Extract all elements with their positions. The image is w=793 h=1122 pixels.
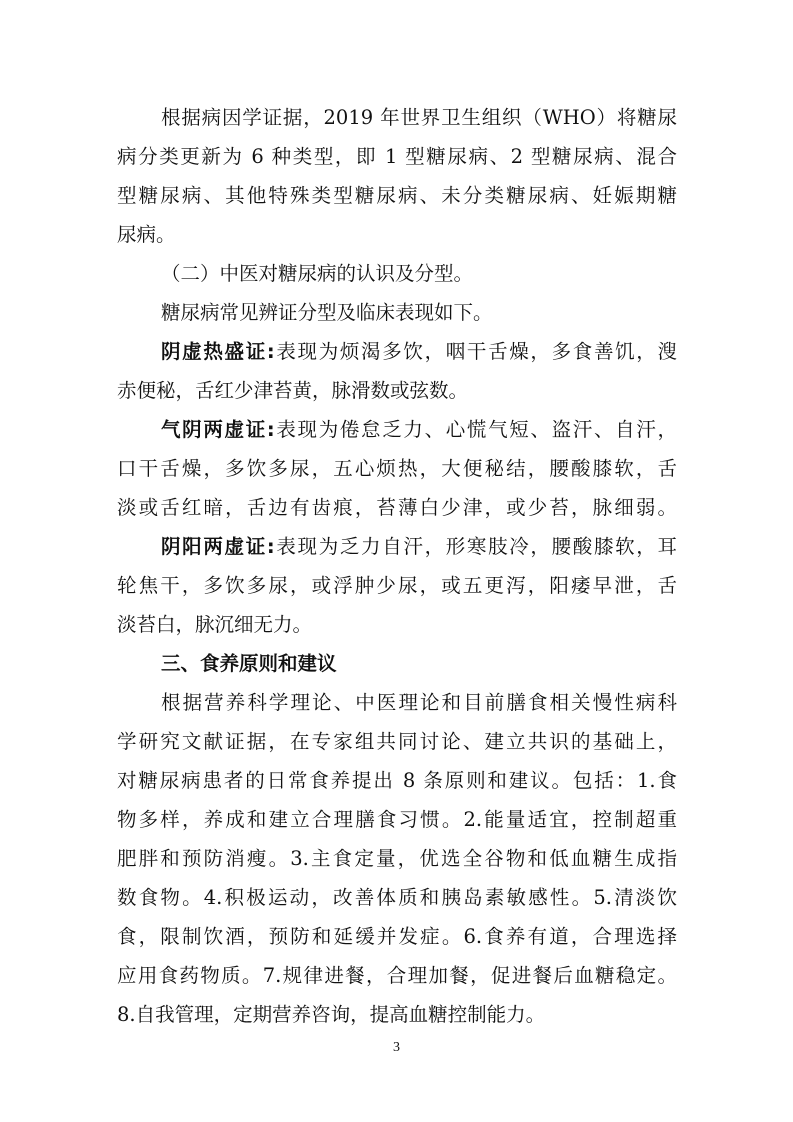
paragraph-line: 食，限制饮酒，预防和延缓并发症。6.食养有道，合理选择: [117, 925, 677, 948]
page-number: 3: [393, 1040, 400, 1055]
paragraph-line: 数食物。4.积极运动，改善体质和胰岛素敏感性。5.清淡饮: [117, 886, 677, 909]
paragraph-line: 物多样，养成和建立合理膳食习惯。2.能量适宜，控制超重: [117, 808, 677, 831]
syndrome-text: 表现为倦怠乏力、心慌气短、盗汗、自汗，: [274, 418, 677, 441]
paragraph-line: 8.自我管理，定期营养咨询，提高血糖控制能力。: [117, 1003, 546, 1026]
paragraph-line: 淡或舌红暗，舌边有齿痕，苔薄白少津，或少苔，脉细弱。: [117, 496, 677, 519]
paragraph-line: 对糖尿病患者的日常食养提出 8 条原则和建议。包括：1.食: [117, 769, 677, 792]
paragraph-line: 学研究文献证据，在专家组共同讨论、建立共识的基础上，: [117, 730, 677, 753]
syndrome-line: [161, 416, 677, 444]
section-heading: 三、食养原则和建议: [161, 652, 337, 675]
paragraph-line: 根据病因学证据，2019 年世界卫生组织（WHO）将糖尿: [161, 106, 677, 129]
paragraph-line: 糖尿病常见辨证分型及临床表现如下。: [161, 301, 493, 324]
subsection-heading: （二）中医对糖尿病的认识及分型。: [161, 262, 474, 285]
syndrome-text: 表现为烦渴多饮，咽干舌燥，多食善饥，溲: [274, 340, 677, 363]
paragraph-line: 轮焦干，多饮多尿，或浮肿少尿，或五更泻，阳痿早泄，舌: [117, 574, 677, 597]
paragraph-line: 淡苔白，脉沉细无力。: [117, 613, 313, 636]
paragraph-line: 应用食药物质。7.规律进餐，合理加餐，促进餐后血糖稳定。: [117, 964, 677, 987]
paragraph-line: 型糖尿病、其他特殊类型糖尿病、未分类糖尿病、妊娠期糖: [117, 184, 677, 207]
syndrome-line: [161, 533, 677, 561]
syndrome-line: [161, 338, 677, 366]
syndrome-label: 阴阳两虚证:: [161, 535, 275, 558]
syndrome-label: 气阴两虚证:: [161, 418, 275, 441]
syndrome-label: 阴虚热盛证:: [161, 340, 275, 363]
paragraph-line: 口干舌燥，多饮多尿，五心烦热，大便秘结，腰酸膝软，舌: [117, 457, 677, 480]
paragraph-line: 肥胖和预防消瘦。3.主食定量，优选全谷物和低血糖生成指: [117, 847, 677, 870]
paragraph-line: 尿病。: [117, 223, 176, 246]
syndrome-text: 表现为乏力自汗，形寒肢冷，腰酸膝软，耳: [274, 535, 677, 558]
paragraph-line: 病分类更新为 6 种类型，即 1 型糖尿病、2 型糖尿病、混合: [117, 145, 677, 168]
paragraph-line: 根据营养科学理论、中医理论和目前膳食相关慢性病科: [161, 691, 677, 714]
paragraph-line: 赤便秘，舌红少津苔黄，脉滑数或弦数。: [117, 379, 469, 402]
